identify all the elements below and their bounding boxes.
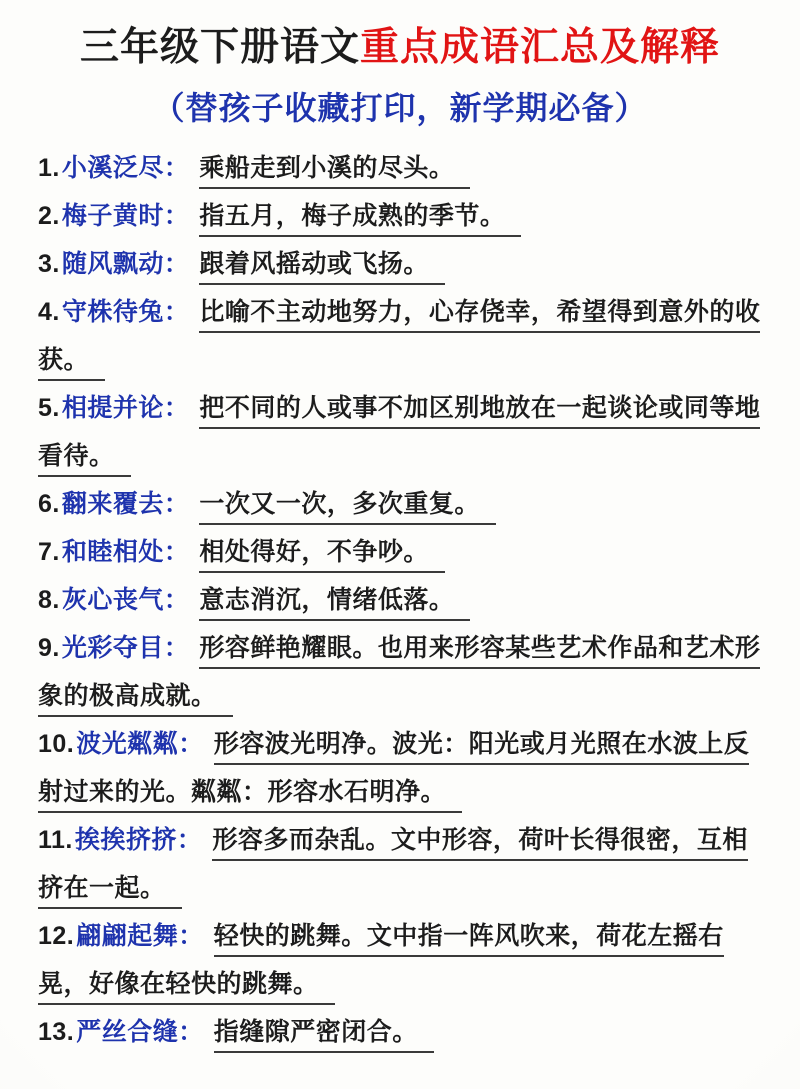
idiom-list	[38, 144, 762, 1056]
idiom-term: 梅子黄时：	[61, 202, 190, 230]
idiom-term: 挨挨挤挤：	[74, 826, 203, 854]
idiom-item	[38, 816, 762, 912]
idiom-number: 3.	[38, 250, 60, 278]
idiom-term: 光彩夺目：	[61, 634, 190, 662]
title-grade-part: 三年级下册语文	[79, 26, 360, 69]
idiom-term: 和睦相处：	[61, 538, 190, 566]
idiom-number: 10.	[38, 730, 75, 758]
idiom-term: 小溪泛尽：	[61, 154, 190, 182]
idiom-definition: 形容多而杂乱。文中形容，荷叶长得很密，互相挤在一起。	[38, 826, 748, 909]
idiom-definition: 跟着风摇动或飞扬。	[199, 250, 445, 285]
idiom-definition: 指五月，梅子成熟的季节。	[199, 202, 521, 237]
idiom-number: 2.	[38, 202, 60, 230]
idiom-definition: 一次又一次，多次重复。	[199, 490, 496, 525]
idiom-definition: 意志消沉，情绪低落。	[199, 586, 470, 621]
idiom-term: 严丝合缝：	[76, 1018, 204, 1046]
idiom-item	[38, 1008, 762, 1056]
idiom-definition: 乘船走到小溪的尽头。	[199, 154, 470, 189]
idiom-number: 8.	[38, 586, 60, 614]
idiom-definition: 指缝隙严密闭合。	[214, 1018, 434, 1053]
page-subtitle: （替孩子收藏打印，新学期必备）	[152, 90, 648, 126]
title-topic-part: 重点成语汇总及解释	[360, 26, 721, 69]
idiom-item	[38, 288, 762, 384]
idiom-number: 6.	[38, 490, 60, 518]
idiom-term: 波光粼粼：	[76, 730, 204, 758]
idiom-definition: 轻快的跳舞。文中指一阵风吹来，荷花左摇右晃，好像在轻快的跳舞。	[38, 922, 724, 1005]
idiom-number: 7.	[38, 538, 60, 566]
idiom-term: 翻来覆去：	[61, 490, 190, 518]
idiom-term: 灰心丧气：	[61, 586, 190, 614]
idiom-number: 9.	[38, 634, 60, 662]
idiom-number: 13.	[38, 1018, 75, 1046]
idiom-definition: 相处得好，不争吵。	[199, 538, 445, 573]
page-title	[38, 22, 762, 74]
idiom-item	[38, 720, 762, 816]
idiom-definition: 把不同的人或事不加区别地放在一起谈论或同等地看待。	[38, 394, 760, 477]
idiom-item	[38, 576, 762, 624]
idiom-number: 4.	[38, 298, 60, 326]
idiom-definition: 形容鲜艳耀眼。也用来形容某些艺术作品和艺术形象的极高成就。	[38, 634, 760, 717]
idiom-item	[38, 528, 762, 576]
idiom-item	[38, 192, 762, 240]
idiom-number: 1.	[38, 154, 60, 182]
idiom-item	[38, 384, 762, 480]
idiom-term: 相提并论：	[61, 394, 190, 422]
idiom-item	[38, 240, 762, 288]
idiom-term: 随风飘动：	[61, 250, 190, 278]
idiom-number: 5.	[38, 394, 60, 422]
idiom-number: 11.	[38, 826, 73, 854]
idiom-definition: 形容波光明净。波光：阳光或月光照在水波上反射过来的光。粼粼：形容水石明净。	[38, 730, 749, 813]
idiom-item	[38, 912, 762, 1008]
idiom-item	[38, 144, 762, 192]
idiom-definition: 比喻不主动地努力，心存侥幸，希望得到意外的收获。	[38, 298, 760, 381]
idiom-term: 翩翩起舞：	[76, 922, 204, 950]
idiom-term: 守株待兔：	[61, 298, 190, 326]
idiom-item	[38, 624, 762, 720]
idiom-number: 12.	[38, 922, 75, 950]
idiom-item	[38, 480, 762, 528]
